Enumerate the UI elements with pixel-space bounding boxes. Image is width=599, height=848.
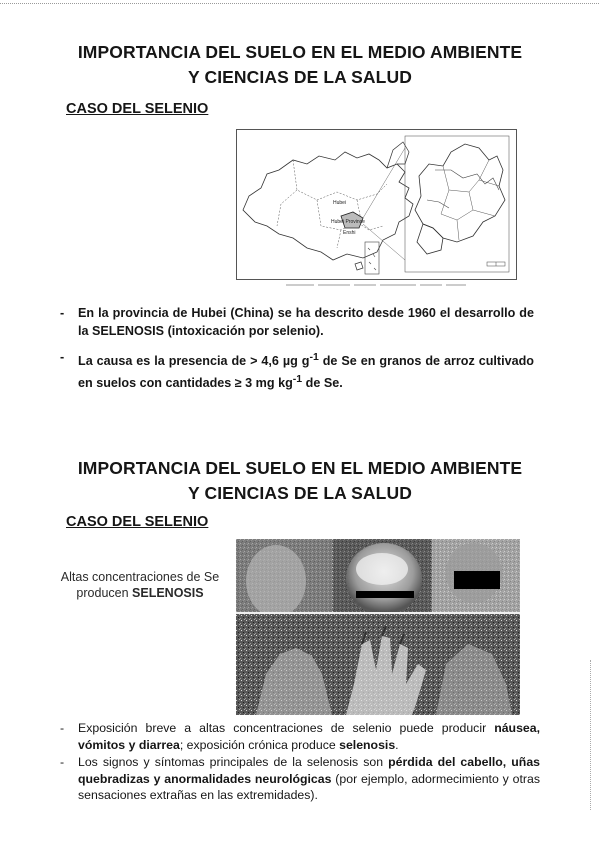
redaction-bar-eyes-center	[356, 591, 414, 598]
slide1-title-line2: Y CIENCIAS DE LA SALUD	[188, 67, 412, 87]
redaction-bar-eyes-right	[454, 571, 500, 589]
china-outline	[243, 152, 413, 260]
side-label-prefix: producen	[76, 586, 133, 600]
photo-face-hair-loss	[236, 539, 520, 612]
slide1-bullet-2-part3: de Se.	[302, 375, 343, 390]
slide1-title-line1: IMPORTANCIA DEL SUELO EN EL MEDIO AMBIENTE	[77, 42, 523, 62]
hubei-detail-outline	[415, 144, 505, 242]
enshi-region	[417, 224, 443, 254]
map-label-hubei: Hubei	[333, 200, 347, 206]
slide-selenosis-photos	[0, 420, 599, 848]
slide1-subtitle: CASO DEL SELENIO	[66, 101, 209, 117]
china-map-figure	[236, 129, 517, 289]
slide1-bullet-2-sup1: -1	[309, 351, 319, 363]
slide2-bullet-1-part3: .	[395, 737, 399, 752]
slide2-bullet-1-part2: ; exposición crónica produce	[179, 737, 340, 752]
slide2-bullet-1-part1: Exposición breve a altas concentraciones de selenio puede producir	[78, 721, 495, 735]
china-map	[236, 129, 517, 280]
china-map-drawing	[237, 130, 516, 279]
slide1-bullet-1-text: En la provincia de Hubei (China) se ha descrito desde 1960 el desarrollo de la SELENOSIS (intoxicación por selenio).	[78, 306, 534, 338]
scan-right-edge	[590, 660, 593, 810]
bullet-dash: -	[60, 350, 65, 364]
map-label-hubei-province: Hubei Province	[331, 219, 365, 225]
selenosis-side-label	[50, 569, 230, 601]
slide1-bullet-2-part2: de Se en granos de arroz cultivado en suelos con cantidades ≥ 3 mg kg	[78, 354, 534, 390]
slide2-bullet-2-part2: (por ejemplo, adormecimiento y otras sensaciones extrañas en las extremidades).	[78, 771, 540, 802]
province-borders	[277, 160, 387, 248]
slide2-bullet-list	[60, 720, 540, 805]
bullet-dash: -	[60, 755, 65, 769]
slide-selenium-map	[0, 0, 599, 420]
china-northeast	[387, 142, 409, 168]
slide2-title-line2: Y CIENCIAS DE LA SALUD	[188, 483, 412, 503]
selenosis-photo-collage	[236, 539, 520, 715]
side-label-line2	[50, 585, 230, 601]
map-label-enshi: Enshi	[343, 230, 356, 236]
slide1-bullet-2-part1: La causa es la presencia de > 4,6 µg g	[78, 354, 310, 369]
slide2-bullet-2-bold1: pérdida del cabello, uñas quebradizas y anormalidades neurológicas	[78, 755, 540, 786]
slide2-bullet-2-part1: Los signos y síntomas principales de la selenosis son	[78, 755, 389, 769]
hainan-island	[355, 262, 363, 270]
slide2-bullet-1-bold1: náusea, vómitos y diarrea	[78, 721, 540, 752]
slide2-title-line1: IMPORTANCIA DEL SUELO EN EL MEDIO AMBIENTE	[77, 458, 523, 478]
hubei-detail-counties	[441, 160, 499, 240]
south-china-sea-inset	[365, 242, 379, 274]
illegible-caption-line	[256, 282, 496, 288]
slide2-bullet-1-bold2: selenosis	[339, 737, 396, 752]
slide1-bullet-1	[60, 305, 534, 340]
bullet-dash: -	[60, 721, 65, 735]
hubei-detail-inset	[405, 136, 509, 272]
slide2-bullet-1	[60, 720, 540, 753]
slide1-bullet-list	[60, 305, 534, 401]
slide1-title	[30, 40, 570, 90]
side-label-bold: SELENOSIS	[132, 586, 204, 600]
side-label-line1: Altas concentraciones de Se	[60, 570, 220, 584]
slide1-bullet-2-sup2: -1	[292, 372, 303, 385]
map-caption-illegible	[256, 282, 496, 289]
photo-hands-nails	[236, 614, 520, 715]
slide1-bullet-2	[60, 349, 534, 392]
slide2-bullet-2	[60, 754, 540, 804]
slide2-title	[30, 456, 570, 506]
bullet-dash: -	[60, 306, 65, 320]
slide2-subtitle: CASO DEL SELENIO	[66, 514, 209, 530]
